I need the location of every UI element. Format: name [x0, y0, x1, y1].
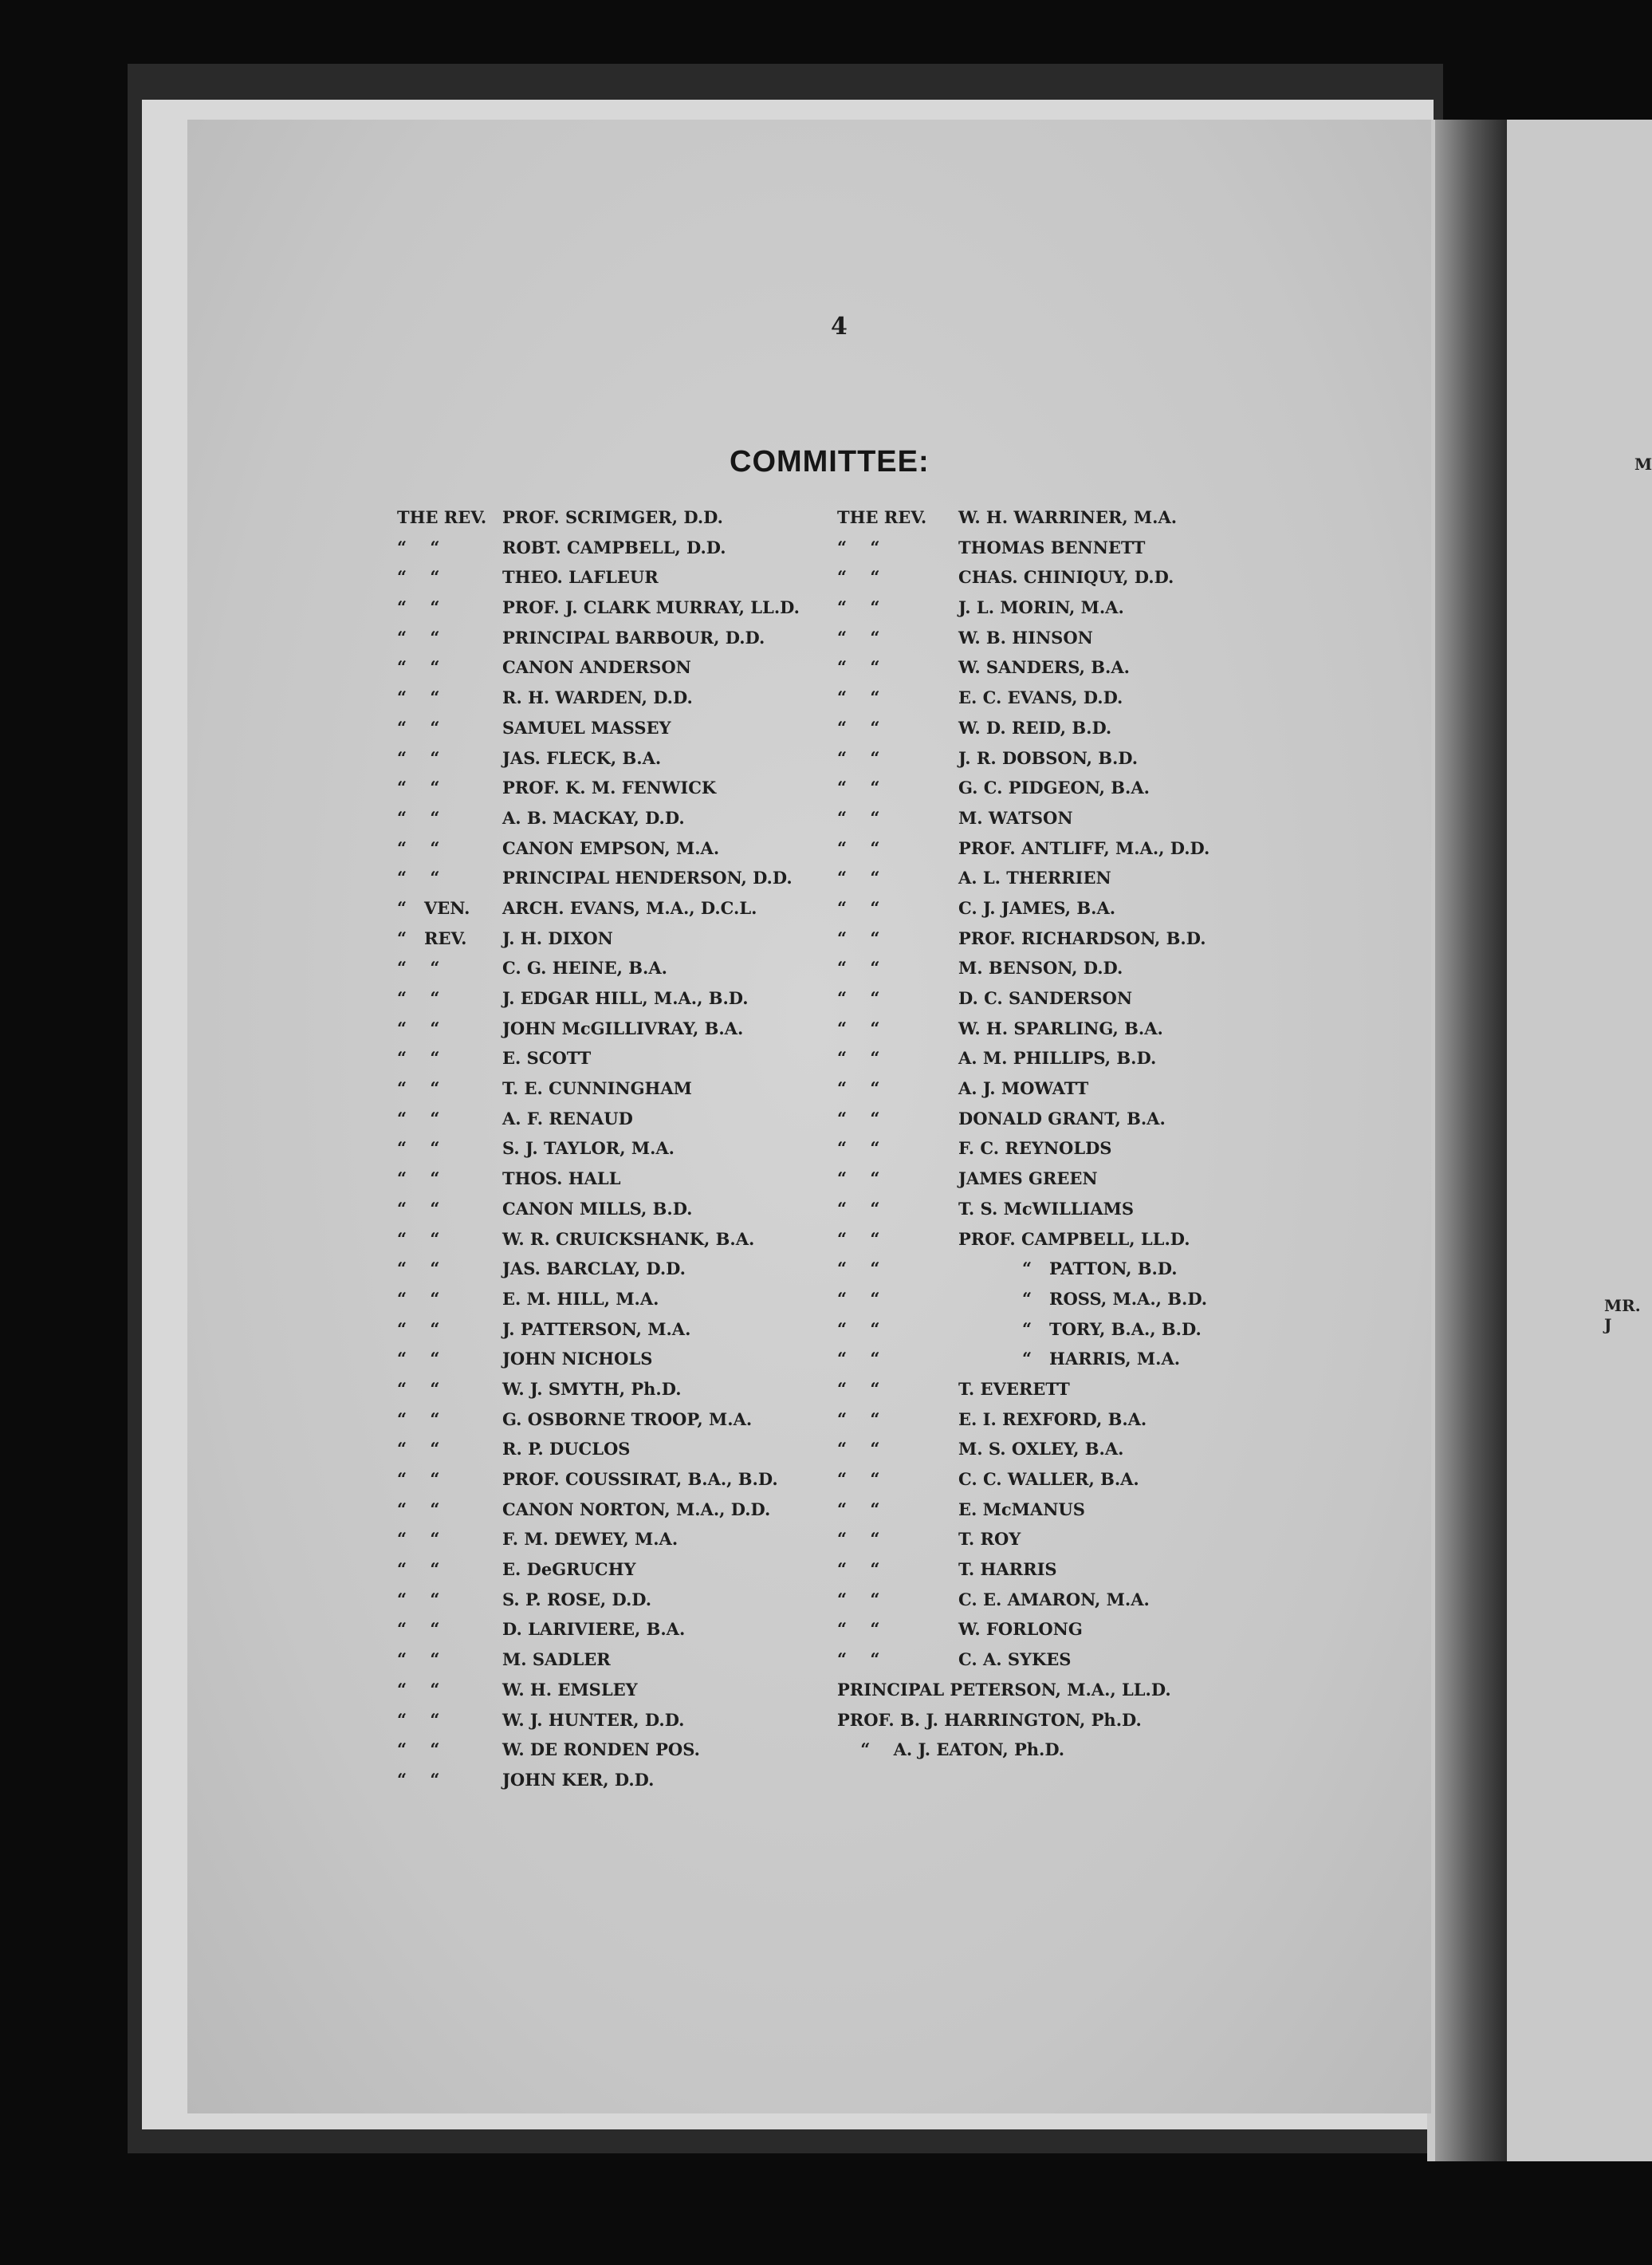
member-title-prefix: “ “ — [837, 928, 880, 948]
committee-member-row — [397, 713, 844, 743]
member-name: J. EDGAR HILL, M.A., B.D. — [502, 988, 749, 1008]
committee-member-row — [397, 953, 844, 983]
member-name: D. C. SANDERSON — [958, 988, 1133, 1008]
committee-member-row — [397, 1224, 844, 1255]
committee-member-row — [397, 1404, 844, 1435]
member-title-prefix: “ “ — [837, 537, 880, 557]
member-title-prefix: “ “ — [397, 1198, 440, 1219]
member-title-prefix: “ “ — [837, 958, 880, 979]
committee-member-row — [397, 1495, 844, 1525]
committee-member-row — [397, 1194, 844, 1224]
member-title-prefix: “ “ — [397, 1288, 440, 1309]
member-name: E. I. REXFORD, B.A. — [958, 1408, 1147, 1429]
member-name: W. J. HUNTER, D.D. — [502, 1709, 685, 1730]
member-name-sub: “ TORY, B.A., B.D. — [1022, 1318, 1202, 1339]
member-title-prefix: “ “ — [837, 657, 880, 678]
member-name: CANON NORTON, M.A., D.D. — [502, 1499, 771, 1519]
member-name: PROF. J. CLARK MURRAY, LL.D. — [502, 597, 800, 618]
member-name: PROF. COUSSIRAT, B.A., B.D. — [502, 1469, 778, 1489]
committee-member-row — [837, 1344, 1395, 1374]
member-title-prefix: “ “ — [397, 717, 440, 738]
member-title-prefix: “ “ — [397, 1138, 440, 1159]
member-name: W. DE RONDEN POS. — [502, 1739, 700, 1760]
member-name: PROF. ANTLIFF, M.A., D.D. — [958, 837, 1210, 858]
member-name: THEO. LAFLEUR — [502, 567, 659, 588]
member-name: ROBT. CAMPBELL, D.D. — [502, 537, 726, 557]
committee-member-row — [837, 1043, 1395, 1073]
member-title-prefix: “ “ — [837, 1559, 880, 1580]
member-name-sub: “ HARRIS, M.A. — [1022, 1349, 1181, 1369]
page-title: COMMITTEE: — [730, 445, 930, 479]
member-title-prefix: THE REV. — [397, 507, 487, 527]
member-title-prefix: “ “ — [397, 657, 440, 678]
member-name: J. PATTERSON, M.A. — [502, 1318, 691, 1339]
committee-member-row — [397, 623, 844, 653]
member-title-prefix: “ “ — [837, 807, 880, 828]
member-title-prefix: “ “ — [397, 1349, 440, 1369]
member-name: CANON EMPSON, M.A. — [502, 837, 720, 858]
committee-member-row — [397, 1645, 844, 1675]
committee-member-row — [397, 1374, 844, 1404]
committee-member-row — [397, 983, 844, 1014]
member-title-prefix: “ “ — [397, 958, 440, 979]
committee-member-full: “ A. J. EATON, Ph.D. — [837, 1739, 1065, 1760]
committee-member-row — [837, 1554, 1395, 1585]
member-title-prefix: “ “ — [837, 1589, 880, 1609]
committee-member-row — [397, 1164, 844, 1194]
committee-member-row — [397, 1524, 844, 1554]
member-name: DONALD GRANT, B.A. — [958, 1108, 1166, 1129]
committee-member-row — [397, 1284, 844, 1314]
member-name: R. P. DUCLOS — [502, 1439, 631, 1459]
member-name: T. E. CUNNINGHAM — [502, 1078, 692, 1099]
page-gutter — [1435, 120, 1507, 2161]
member-title-prefix: “ “ — [837, 747, 880, 768]
member-name: PRINCIPAL BARBOUR, D.D. — [502, 627, 765, 648]
member-name: CHAS. CHINIQUY, D.D. — [958, 567, 1174, 588]
member-title-prefix: “ “ — [397, 1769, 440, 1790]
member-title-prefix: “ “ — [837, 1198, 880, 1219]
committee-member-row — [397, 1705, 844, 1735]
member-name: A. L. THERRIEN — [958, 868, 1111, 888]
member-name: PROF. RICHARDSON, B.D. — [958, 928, 1206, 948]
committee-member-row — [837, 924, 1395, 954]
member-name: CANON MILLS, B.D. — [502, 1198, 693, 1219]
member-title-prefix: “ “ — [837, 868, 880, 888]
member-title-prefix: “ “ — [837, 1649, 880, 1670]
member-title-prefix: “ “ — [397, 1318, 440, 1339]
member-title-prefix: “ “ — [837, 1318, 880, 1339]
committee-member-row — [397, 1254, 844, 1284]
committee-member-row — [837, 593, 1395, 623]
member-title-prefix: “ “ — [397, 537, 440, 557]
committee-member-row — [397, 1073, 844, 1104]
committee-member-row — [397, 533, 844, 563]
committee-member-row — [837, 1705, 1395, 1735]
member-title-prefix: “ “ — [837, 1529, 880, 1550]
member-title-prefix: “ “ — [837, 1408, 880, 1429]
member-title-prefix: “ REV. — [397, 928, 467, 948]
member-title-prefix: “ “ — [837, 1078, 880, 1099]
committee-right-column — [837, 502, 1395, 1765]
member-title-prefix: “ “ — [837, 1349, 880, 1369]
member-name: PROF. K. M. FENWICK — [502, 778, 717, 798]
member-title-prefix: “ “ — [397, 1499, 440, 1519]
committee-member-row — [837, 893, 1395, 924]
committee-member-row — [837, 1464, 1395, 1495]
committee-member-row — [397, 502, 844, 533]
member-name: E. C. EVANS, D.D. — [958, 687, 1123, 708]
member-title-prefix: “ “ — [837, 1228, 880, 1249]
member-name: PRINCIPAL HENDERSON, D.D. — [502, 868, 793, 888]
committee-member-row — [837, 773, 1395, 803]
member-name-sub: “ ROSS, M.A., B.D. — [1022, 1288, 1208, 1309]
member-name: SAMUEL MASSEY — [502, 717, 671, 738]
committee-member-row — [837, 983, 1395, 1014]
member-name: E. DeGRUCHY — [502, 1559, 636, 1580]
member-name: F. C. REYNOLDS — [958, 1138, 1112, 1159]
member-name: C. A. SYKES — [958, 1649, 1072, 1670]
committee-member-row — [837, 1434, 1395, 1464]
committee-member-row — [397, 1735, 844, 1765]
member-title-prefix: “ “ — [837, 567, 880, 588]
member-name: W. SANDERS, B.A. — [958, 657, 1130, 678]
member-title-prefix: “ “ — [837, 1288, 880, 1309]
member-title-prefix: “ “ — [397, 1108, 440, 1129]
committee-member-row — [397, 1614, 844, 1645]
member-title-prefix: “ “ — [837, 597, 880, 618]
committee-member-row — [837, 533, 1395, 563]
member-name: A. B. MACKAY, D.D. — [502, 807, 685, 828]
committee-member-row — [837, 1585, 1395, 1615]
committee-member-row — [837, 1104, 1395, 1134]
committee-left-column — [397, 502, 844, 1795]
committee-member-row — [837, 623, 1395, 653]
committee-member-row — [837, 1254, 1395, 1284]
committee-member-row — [397, 562, 844, 593]
member-name: C. C. WALLER, B.A. — [958, 1469, 1139, 1489]
committee-member-row — [837, 502, 1395, 533]
member-title-prefix: “ “ — [397, 807, 440, 828]
committee-member-row — [397, 743, 844, 774]
member-title-prefix: “ “ — [397, 1649, 440, 1670]
member-name: T. ROY — [958, 1529, 1021, 1550]
member-name: T. EVERETT — [958, 1378, 1070, 1399]
member-name: T. HARRIS — [958, 1559, 1057, 1580]
member-name: ARCH. EVANS, M.A., D.C.L. — [502, 897, 757, 918]
committee-member-row — [837, 1073, 1395, 1104]
member-title-prefix: “ “ — [397, 1018, 440, 1038]
member-title-prefix: “ “ — [837, 1018, 880, 1038]
committee-member-row — [397, 893, 844, 924]
member-title-prefix: “ “ — [837, 778, 880, 798]
committee-member-row — [837, 1314, 1395, 1345]
committee-member-row — [837, 803, 1395, 833]
member-name: THOMAS BENNETT — [958, 537, 1146, 557]
committee-member-row — [837, 1404, 1395, 1435]
member-title-prefix: “ “ — [397, 1259, 440, 1279]
member-title-prefix: “ “ — [397, 1408, 440, 1429]
committee-member-row — [397, 1314, 844, 1345]
member-title-prefix: “ “ — [837, 1048, 880, 1069]
committee-member-row — [397, 683, 844, 713]
member-title-prefix: “ “ — [397, 837, 440, 858]
committee-member-row — [397, 593, 844, 623]
member-name: W. H. SPARLING, B.A. — [958, 1018, 1163, 1038]
committee-member-full: PROF. B. J. HARRINGTON, Ph.D. — [837, 1709, 1142, 1730]
member-title-prefix: “ “ — [837, 1439, 880, 1459]
committee-member-row — [397, 1554, 844, 1585]
committee-member-row — [837, 1495, 1395, 1525]
member-name: F. M. DEWEY, M.A. — [502, 1529, 678, 1550]
member-name: S. P. ROSE, D.D. — [502, 1589, 652, 1609]
member-name: W. J. SMYTH, Ph.D. — [502, 1378, 682, 1399]
member-title-prefix: “ “ — [837, 717, 880, 738]
member-title-prefix: “ “ — [397, 1439, 440, 1459]
member-title-prefix: “ “ — [837, 1168, 880, 1189]
member-title-prefix: “ “ — [397, 1589, 440, 1609]
member-name: E. McMANUS — [958, 1499, 1085, 1519]
member-name: CANON ANDERSON — [502, 657, 691, 678]
committee-member-row — [837, 562, 1395, 593]
committee-member-row — [397, 1344, 844, 1374]
committee-member-row — [837, 1014, 1395, 1044]
member-title-prefix: “ “ — [397, 1679, 440, 1700]
member-name: J. R. DOBSON, B.D. — [958, 747, 1139, 768]
member-title-prefix: THE REV. — [837, 507, 927, 527]
member-name: C. G. HEINE, B.A. — [502, 958, 667, 979]
committee-member-row — [837, 713, 1395, 743]
member-title-prefix: “ “ — [837, 1499, 880, 1519]
member-title-prefix: “ “ — [837, 988, 880, 1008]
member-title-prefix: “ “ — [837, 837, 880, 858]
member-title-prefix: “ “ — [397, 1709, 440, 1730]
member-name: E. SCOTT — [502, 1048, 592, 1069]
member-title-prefix: “ “ — [397, 868, 440, 888]
committee-member-row — [397, 863, 844, 893]
committee-member-row — [837, 1645, 1395, 1675]
member-name: A. M. PHILLIPS, B.D. — [958, 1048, 1157, 1069]
member-title-prefix: “ “ — [837, 1259, 880, 1279]
member-title-prefix: “ “ — [397, 1529, 440, 1550]
committee-member-row — [397, 924, 844, 954]
member-name: C. E. AMARON, M.A. — [958, 1589, 1150, 1609]
member-name: C. J. JAMES, B.A. — [958, 897, 1116, 918]
committee-member-row — [837, 683, 1395, 713]
member-title-prefix: “ “ — [837, 1108, 880, 1129]
committee-member-row — [397, 1104, 844, 1134]
member-title-prefix: “ “ — [397, 1078, 440, 1099]
committee-member-row — [397, 1675, 844, 1705]
member-name: S. J. TAYLOR, M.A. — [502, 1138, 675, 1159]
committee-member-row — [837, 1164, 1395, 1194]
member-name: E. M. HILL, M.A. — [502, 1288, 659, 1309]
committee-member-row — [397, 1014, 844, 1044]
committee-member-row — [397, 1133, 844, 1164]
member-name: J. L. MORIN, M.A. — [958, 597, 1124, 618]
committee-member-row — [397, 1043, 844, 1073]
member-title-prefix: “ “ — [837, 687, 880, 708]
committee-member-row — [837, 1614, 1395, 1645]
member-name: JAS. BARCLAY, D.D. — [502, 1259, 686, 1279]
member-title-prefix: “ “ — [397, 1168, 440, 1189]
member-title-prefix: “ “ — [397, 597, 440, 618]
page-number: 4 — [831, 313, 848, 341]
member-title-prefix: “ “ — [837, 1378, 880, 1399]
committee-member-row — [397, 773, 844, 803]
member-title-prefix: “ “ — [837, 1138, 880, 1159]
member-title-prefix: “ “ — [837, 897, 880, 918]
member-name: W. H. EMSLEY — [502, 1679, 638, 1700]
member-name: JAS. FLECK, B.A. — [502, 747, 662, 768]
member-title-prefix: “ VEN. — [397, 897, 470, 918]
member-name: M. S. OXLEY, B.A. — [958, 1439, 1124, 1459]
member-title-prefix: “ “ — [837, 1619, 880, 1640]
next-page-fragment-top: M — [1634, 455, 1652, 474]
committee-member-row — [837, 1524, 1395, 1554]
member-title-prefix: “ “ — [397, 1228, 440, 1249]
member-title-prefix: “ “ — [397, 687, 440, 708]
committee-member-row — [837, 953, 1395, 983]
committee-member-full: PRINCIPAL PETERSON, M.A., LL.D. — [837, 1679, 1171, 1700]
member-name: J. H. DIXON — [502, 928, 613, 948]
committee-member-row — [397, 1434, 844, 1464]
member-title-prefix: “ “ — [397, 1469, 440, 1489]
committee-member-row — [397, 1464, 844, 1495]
member-name: D. LARIVIERE, B.A. — [502, 1619, 686, 1640]
member-name: W. B. HINSON — [958, 627, 1093, 648]
member-name: A. J. MOWATT — [958, 1078, 1089, 1099]
member-title-prefix: “ “ — [397, 1048, 440, 1069]
member-title-prefix: “ “ — [397, 778, 440, 798]
committee-member-row — [837, 863, 1395, 893]
member-title-prefix: “ “ — [837, 627, 880, 648]
member-name: JOHN McGILLIVRAY, B.A. — [502, 1018, 744, 1038]
member-name: JOHN NICHOLS — [502, 1349, 653, 1369]
member-title-prefix: “ “ — [397, 1559, 440, 1580]
committee-member-row — [397, 1585, 844, 1615]
committee-member-row — [837, 1133, 1395, 1164]
member-name: R. H. WARDEN, D.D. — [502, 687, 693, 708]
member-name: THOS. HALL — [502, 1168, 621, 1189]
member-name: PROF. SCRIMGER, D.D. — [502, 507, 723, 527]
member-title-prefix: “ “ — [397, 567, 440, 588]
member-title-prefix: “ “ — [397, 627, 440, 648]
committee-member-row — [397, 833, 844, 864]
member-title-prefix: “ “ — [397, 1378, 440, 1399]
committee-member-row — [837, 1675, 1395, 1705]
member-name: JAMES GREEN — [958, 1168, 1098, 1189]
committee-member-row — [837, 1735, 1395, 1765]
committee-member-row — [837, 743, 1395, 774]
committee-member-row — [397, 803, 844, 833]
member-name: M. SADLER — [502, 1649, 611, 1670]
member-name-sub: “ PATTON, B.D. — [1022, 1259, 1178, 1279]
member-name: W. R. CRUICKSHANK, B.A. — [502, 1228, 755, 1249]
member-name: W. FORLONG — [958, 1619, 1083, 1640]
committee-member-row — [397, 652, 844, 683]
committee-member-row — [397, 1765, 844, 1795]
member-name: JOHN KER, D.D. — [502, 1769, 655, 1790]
member-name: PROF. CAMPBELL, LL.D. — [958, 1228, 1190, 1249]
member-name: G. C. PIDGEON, B.A. — [958, 778, 1150, 798]
next-page-fragment-mr: MR. J — [1604, 1296, 1641, 1334]
member-name: A. F. RENAUD — [502, 1108, 633, 1129]
member-title-prefix: “ “ — [397, 747, 440, 768]
member-title-prefix: “ “ — [397, 1619, 440, 1640]
member-name: M. WATSON — [958, 807, 1073, 828]
member-title-prefix: “ “ — [837, 1469, 880, 1489]
committee-member-row — [837, 1284, 1395, 1314]
committee-member-row — [837, 1224, 1395, 1255]
committee-member-row — [837, 1374, 1395, 1404]
member-name: G. OSBORNE TROOP, M.A. — [502, 1408, 753, 1429]
member-name: W. D. REID, B.D. — [958, 717, 1112, 738]
member-name: W. H. WARRINER, M.A. — [958, 507, 1178, 527]
committee-member-row — [837, 833, 1395, 864]
member-title-prefix: “ “ — [397, 988, 440, 1008]
member-title-prefix: “ “ — [397, 1739, 440, 1760]
member-name: M. BENSON, D.D. — [958, 958, 1123, 979]
member-name: T. S. McWILLIAMS — [958, 1198, 1135, 1219]
committee-member-row — [837, 1194, 1395, 1224]
committee-member-row — [837, 652, 1395, 683]
